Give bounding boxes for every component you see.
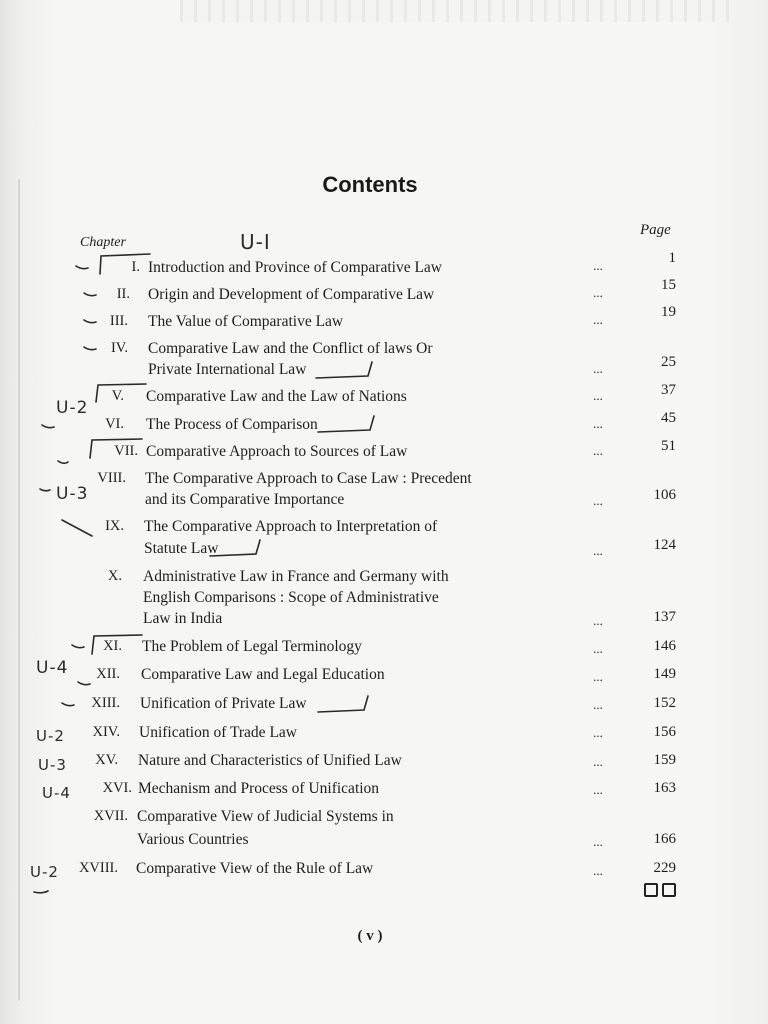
leader-dots: ...: [593, 754, 603, 769]
handwritten-unit-note: U-2: [30, 863, 59, 881]
page-title: Contents: [322, 172, 418, 197]
page-number: 15: [661, 277, 676, 293]
chapter-number: VI.: [105, 416, 124, 432]
chapter-title: Unification of Trade Law: [139, 724, 297, 741]
page-number: 45: [661, 410, 676, 426]
page-number: 51: [661, 438, 676, 454]
bracket-mark: [318, 696, 368, 712]
slash-mark: [62, 520, 92, 536]
tick-mark: [40, 489, 50, 491]
chapter-title-line: and its Comparative Importance: [145, 491, 345, 508]
leader-dots: ...: [593, 834, 603, 849]
page-number: 137: [653, 609, 676, 625]
page-number: 149: [653, 666, 676, 682]
leader-dots: ...: [593, 543, 603, 558]
chapter-number: III.: [109, 313, 128, 329]
chapter-number: I.: [131, 259, 140, 275]
chapter-number: XVII.: [93, 808, 128, 824]
chapter-title-line: Comparative View of Judicial Systems in: [137, 808, 394, 825]
bracket-mark: [210, 540, 260, 556]
tick-mark: [84, 293, 96, 296]
chapter-title: Comparative View of the Rule of Law: [136, 860, 374, 877]
chapter-title: Nature and Characteristics of Unified Law: [138, 752, 402, 769]
page-folio: ( v ): [357, 928, 383, 944]
chapter-title-line: Administrative Law in France and Germany with: [143, 568, 449, 585]
page-number: 163: [653, 780, 676, 796]
leader-dots: ...: [593, 493, 603, 508]
page-number: 37: [661, 382, 676, 398]
chapter-number: XVIII.: [78, 860, 118, 876]
bracket-mark: [316, 362, 372, 378]
chapter-number: XI.: [103, 638, 122, 654]
page-number: 152: [653, 695, 676, 711]
tick-mark: [76, 266, 88, 269]
tick-mark: [62, 703, 74, 706]
tick-mark: [84, 320, 96, 323]
chapter-title-line: Law in India: [143, 610, 223, 627]
chapter-number: IX.: [105, 518, 124, 534]
leader-dots: ...: [593, 312, 603, 327]
chapter-number: XVI.: [102, 780, 132, 796]
chapter-title: Comparative Law and the Law of Nations: [146, 388, 407, 405]
page-number: 229: [653, 860, 676, 876]
leader-dots: ...: [593, 388, 603, 403]
leader-dots: ...: [593, 361, 603, 376]
chapter-title-line: The Comparative Approach to Interpretation of: [144, 518, 438, 535]
tick-mark: [58, 461, 68, 463]
chapter-title: The Process of Comparison: [146, 416, 318, 433]
page-number: 156: [653, 724, 676, 740]
bracket-mark: [90, 439, 142, 458]
chapter-title: Mechanism and Process of Unification: [138, 780, 380, 797]
leader-dots: ...: [593, 669, 603, 684]
chapter-title-line: English Comparisons : Scope of Administrative: [143, 589, 439, 606]
handwritten-unit-note: U-4: [36, 658, 69, 678]
chapter-number: IV.: [110, 340, 128, 356]
chapter-number: XII.: [96, 666, 120, 682]
page-number: 25: [661, 354, 676, 370]
page-column-header: Page: [640, 222, 671, 238]
end-ornament: [644, 883, 680, 902]
leader-dots: ...: [593, 613, 603, 628]
chapter-number: VII.: [114, 443, 138, 459]
chapter-title: Comparative Approach to Sources of Law: [146, 443, 408, 460]
leader-dots: ...: [593, 443, 603, 458]
leader-dots: ...: [593, 416, 603, 431]
chapter-number: XIII.: [91, 695, 120, 711]
chapter-number: V.: [111, 388, 124, 404]
chapter-number: XV.: [95, 752, 118, 768]
leader-dots: ...: [593, 725, 603, 740]
page-number: 159: [653, 752, 676, 768]
leader-dots: ...: [593, 258, 603, 273]
page-number: 124: [653, 537, 676, 553]
tick-mark: [72, 645, 84, 648]
bracket-mark: [100, 254, 150, 274]
bracket-mark: [92, 635, 142, 654]
chapter-number: VIII.: [97, 470, 126, 486]
chapter-title: Origin and Development of Comparative Law: [148, 286, 435, 303]
chapter-title: Introduction and Province of Comparative Law: [148, 259, 442, 276]
leader-dots: ...: [593, 697, 603, 712]
leader-dots: ...: [593, 863, 603, 878]
chapter-title-line: Private International Law: [148, 361, 307, 378]
handwritten-unit-note: U-3: [38, 756, 67, 774]
chapter-title: Unification of Private Law: [140, 695, 307, 712]
page-number: 146: [653, 638, 676, 654]
tick-mark: [34, 891, 48, 893]
chapter-number: XIV.: [92, 724, 120, 740]
chapter-number: X.: [107, 568, 122, 584]
leader-dots: ...: [593, 641, 603, 656]
chapter-title: Comparative Law and Legal Education: [141, 666, 385, 683]
page-number: 106: [653, 487, 676, 503]
leader-dots: ...: [593, 782, 603, 797]
page-number: 166: [653, 831, 676, 847]
handwritten-unit-note: U-3: [56, 484, 89, 504]
tick-mark: [84, 347, 96, 350]
chapter-title-line: Comparative Law and the Conflict of laws Or: [148, 340, 433, 357]
chapter-title-line: Statute Law: [144, 540, 219, 557]
chapter-number: II.: [116, 286, 130, 302]
tick-mark: [42, 425, 54, 428]
page-number: 1: [668, 250, 676, 266]
bracket-mark: [318, 416, 374, 432]
chapter-column-header: Chapter: [80, 235, 126, 250]
leader-dots: ...: [593, 285, 603, 300]
page-number: 19: [661, 304, 676, 320]
handwritten-unit-note: U-2: [56, 398, 89, 418]
chapter-title-line: The Comparative Approach to Case Law : Precedent: [145, 470, 472, 487]
ornament-box: [644, 883, 658, 897]
handwritten-unit-note: U-I: [240, 230, 271, 254]
handwritten-unit-note: U-2: [36, 727, 65, 745]
tick-mark: [78, 682, 90, 685]
chapter-title: The Value of Comparative Law: [148, 313, 344, 330]
ornament-box: [662, 883, 676, 897]
bracket-mark: [96, 384, 146, 402]
chapter-title: The Problem of Legal Terminology: [142, 638, 362, 655]
chapter-title-line: Various Countries: [137, 831, 249, 848]
handwritten-unit-note: U-4: [42, 784, 71, 802]
